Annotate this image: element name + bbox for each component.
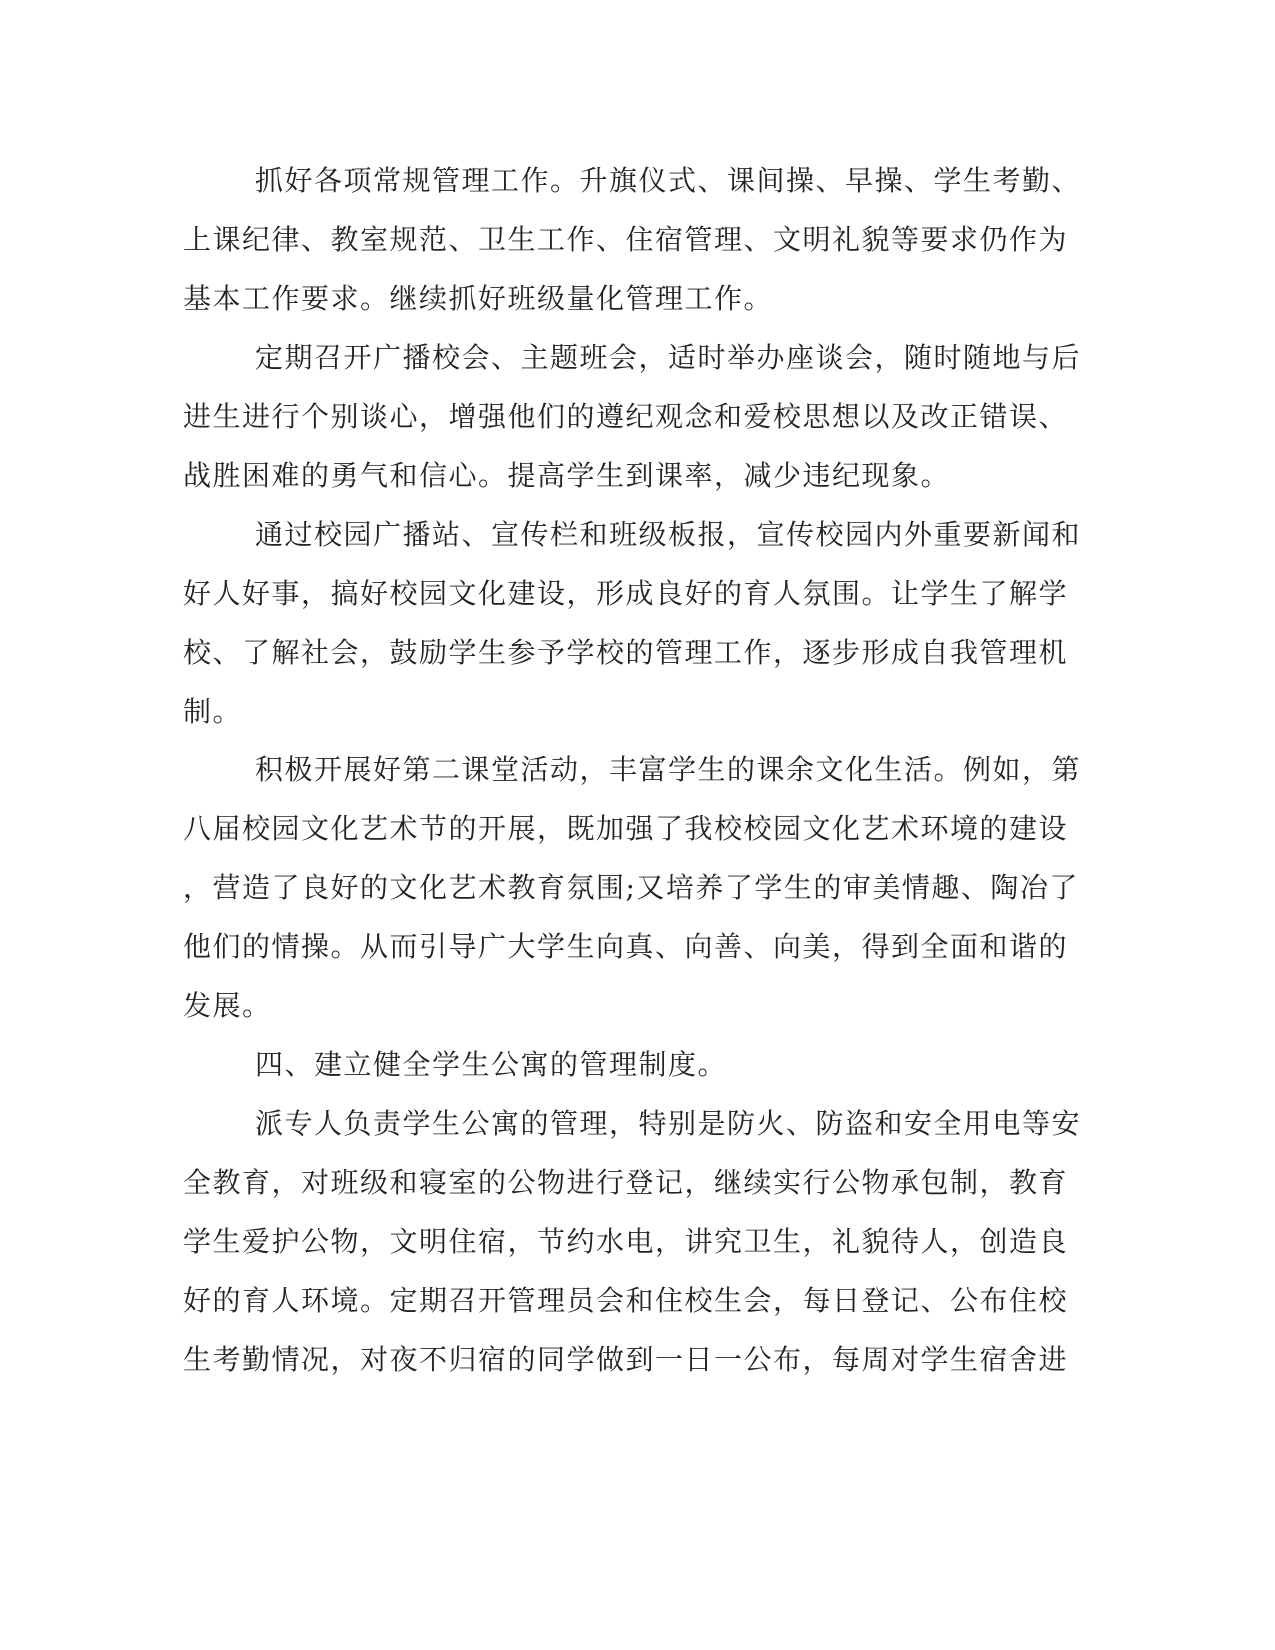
paragraph-4-line-5: 发展。 [183, 989, 272, 1022]
paragraph-1-line-1: 抓好各项常规管理工作。升旗仪式、课间操、早操、学生考勤、 [255, 164, 1082, 197]
paragraph-6-line-2: 全教育，对班级和寝室的公物进行登记，继续实行公物承包制，教育 [183, 1166, 1069, 1199]
paragraph-1-line-2: 上课纪律、教室规范、卫生工作、住宿管理、文明礼貌等要求仍作为 [183, 223, 1069, 256]
paragraph-6-line-4: 好的育人环境。定期召开管理员会和住校生会，每日登记、公布住校 [183, 1284, 1069, 1317]
paragraph-6-line-1: 派专人负责学生公寓的管理，特别是防火、防盗和安全用电等安 [255, 1107, 1082, 1140]
paragraph-2-line-3: 战胜困难的勇气和信心。提高学生到课率，减少违纪现象。 [183, 459, 951, 492]
paragraph-6-line-5: 生考勤情况，对夜不归宿的同学做到一日一公布，每周对学生宿舍进 [183, 1343, 1069, 1376]
paragraph-3-line-4: 制。 [183, 695, 243, 728]
paragraph-4-line-3: ，营造了良好的文化艺术教育氛围;又培养了学生的审美情趣、陶冶了 [183, 871, 1079, 904]
paragraph-3-line-2: 好人好事，搞好校园文化建设，形成良好的育人氛围。让学生了解学 [183, 577, 1069, 610]
paragraph-6-line-3: 学生爱护公物，文明住宿，节约水电，讲究卫生，礼貌待人，创造良 [183, 1225, 1069, 1258]
paragraph-3-line-3: 校、了解社会，鼓励学生参予学校的管理工作，逐步形成自我管理机 [183, 636, 1069, 669]
paragraph-4-line-2: 八届校园文化艺术节的开展，既加强了我校校园文化艺术环境的建设 [183, 812, 1069, 845]
paragraph-3-line-1: 通过校园广播站、宣传栏和班级板报，宣传校园内外重要新闻和 [255, 518, 1082, 551]
paragraph-2-line-2: 进生进行个别谈心，增强他们的遵纪观念和爱校思想以及改正错误、 [183, 400, 1069, 433]
paragraph-4-line-1: 积极开展好第二课堂活动，丰富学生的课余文化生活。例如，第 [255, 753, 1082, 786]
paragraph-2-line-1: 定期召开广播校会、主题班会，适时举办座谈会，随时随地与后 [255, 341, 1082, 374]
section-heading-4: 四、建立健全学生公寓的管理制度。 [255, 1048, 728, 1081]
paragraph-1-line-3: 基本工作要求。继续抓好班级量化管理工作。 [183, 282, 774, 315]
paragraph-4-line-4: 他们的情操。从而引导广大学生向真、向善、向美，得到全面和谐的 [183, 930, 1069, 963]
